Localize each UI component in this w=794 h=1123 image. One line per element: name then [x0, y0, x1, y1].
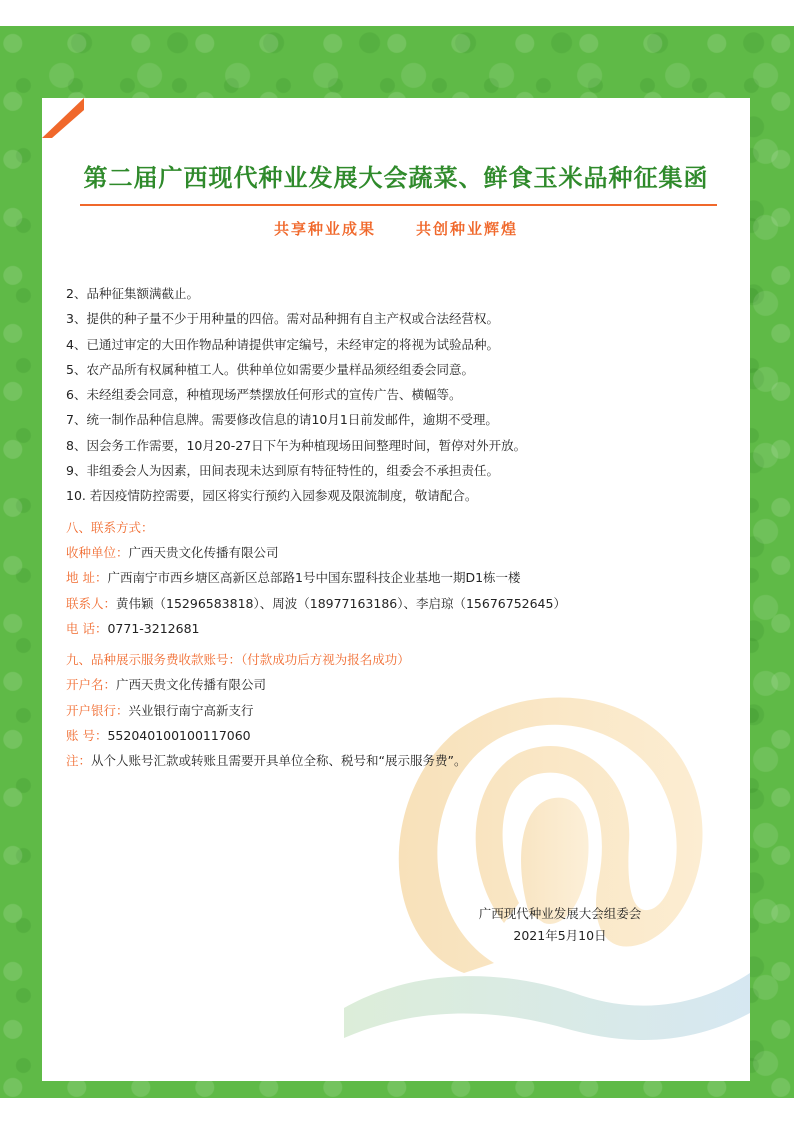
- rule-item: 7、统一制作品种信息牌。需要修改信息的请10月1日前发邮件，逾期不受理。: [66, 412, 498, 428]
- contact-person-value: 黄伟颖（15296583818）、周波（18977163186）、李启琼（15676752645）: [116, 595, 566, 611]
- account-bank: [66, 698, 738, 723]
- slogan-2: 共创种业辉煌: [416, 220, 519, 238]
- signature-org: 广西现代种业发展大会组委会: [478, 906, 642, 921]
- contact-heading: 八、联系方式：: [66, 519, 154, 535]
- rule-item: 2、品种征集额满截止。: [66, 286, 199, 301]
- account-name-label: 开户名：: [66, 677, 117, 693]
- account-bank-value: 兴业银行南宁高新支行: [128, 702, 254, 718]
- rule-item: 4、已通过审定的大田作物品种请提供审定编号，未经审定的将视为试验品种。: [66, 336, 499, 352]
- slogan: [42, 218, 750, 239]
- account-heading: 九、品种展示服务费收款账号：（付款成功后方视为报名成功）: [66, 652, 410, 668]
- orange-corner-fold-icon: [42, 98, 84, 138]
- account-name-value: 广西天贵文化传播有限公司: [116, 677, 267, 693]
- signature-block: [450, 903, 670, 947]
- account-note-value: 从个人账号汇款或转账且需要开具单位全称、税号和“展示服务费”。: [91, 753, 467, 769]
- contact-unit: [66, 540, 738, 565]
- rule-item: 5、农产品所有权属种植工人。供种单位如需要少量样品须经组委会同意。: [66, 361, 474, 377]
- contact-person-label: 联系人：: [66, 595, 117, 611]
- account-bank-label: 开户银行：: [66, 702, 129, 718]
- account-number-value: 552040100100117060: [107, 728, 251, 744]
- slogan-1: 共享种业成果: [273, 220, 376, 238]
- title-divider: [80, 204, 717, 206]
- rule-item: 9、非组委会人为因素，田间表现未达到原有特征特性的，组委会不承担责任。: [66, 463, 499, 479]
- letter-panel: [42, 98, 750, 1081]
- contact-address-label: 地 址：: [66, 570, 108, 586]
- signature-date: 2021年5月10日: [513, 928, 607, 943]
- rule-item: 8、因会务工作需要，10月20-27日下午为种植现场田间整理时间，暂停对外开放。: [66, 437, 527, 453]
- rule-item: 10. 若因疫情防控需要，园区将实行预约入园参观及限流制度，敬请配合。: [66, 488, 478, 504]
- contact-phone: [66, 616, 738, 641]
- green-vegetable-border: [0, 26, 794, 1098]
- page-title: 第二届广西现代种业发展大会蔬菜、鲜食玉米品种征集函: [83, 164, 709, 192]
- rule-item: 3、提供的种子量不少于用种量的四倍。需对品种拥有自主产权或合法经营权。: [66, 311, 499, 327]
- account-number-label: 账 号：: [66, 728, 108, 744]
- contact-address: [66, 565, 738, 590]
- contact-phone-value: 0771-3212681: [107, 620, 200, 636]
- account-name: [66, 672, 738, 697]
- account-note: [66, 748, 738, 773]
- rule-item: 6、未经组委会同意，种植现场严禁摆放任何形式的宣传广告、横幅等。: [66, 387, 462, 403]
- account-number: [66, 723, 738, 748]
- contact-unit-value: 广西天贵文化传播有限公司: [128, 544, 279, 560]
- letter-body: [66, 281, 738, 774]
- contact-address-value: 广西南宁市西乡塘区高新区总部路1号中国东盟科技企业基地一期D1栋一楼: [107, 570, 521, 586]
- account-note-label: 注：: [66, 753, 92, 769]
- contact-phone-label: 电 话：: [66, 620, 108, 636]
- contact-unit-label: 收种单位：: [66, 544, 129, 560]
- contact-person: [66, 591, 738, 616]
